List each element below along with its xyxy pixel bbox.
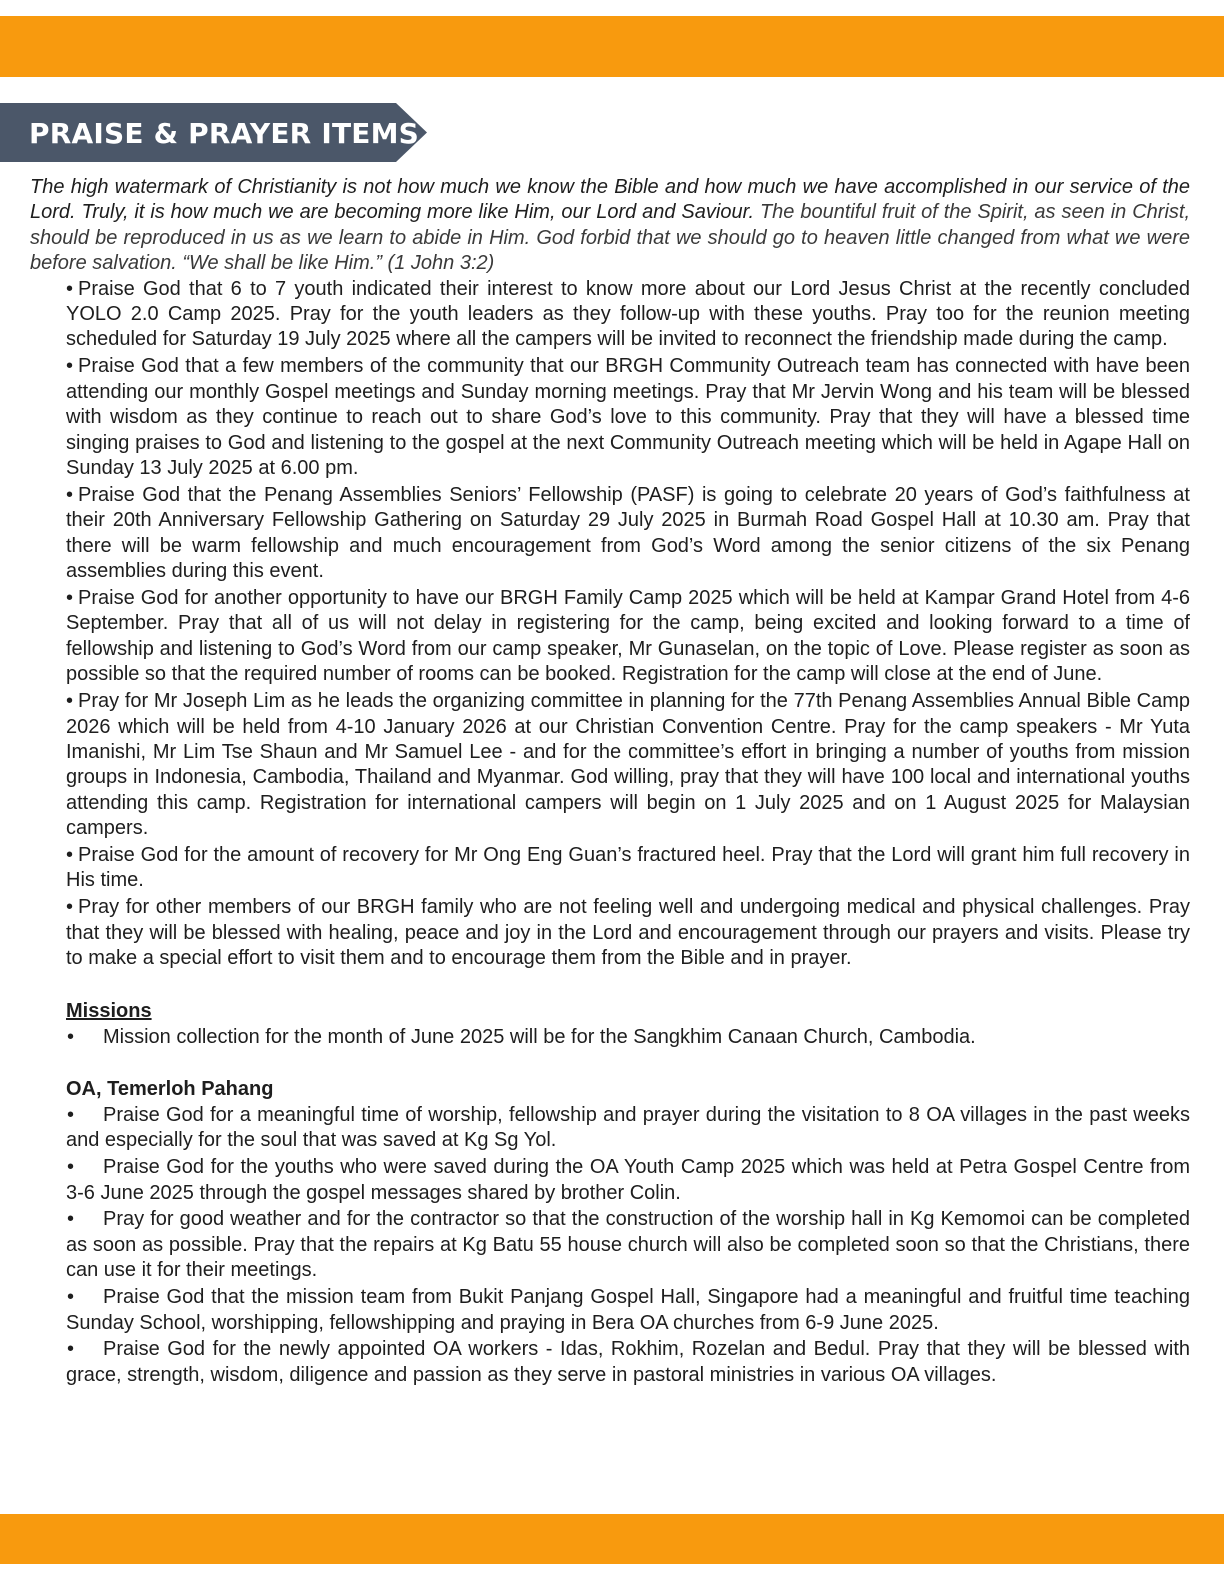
bullet-icon: • <box>67 1156 75 1179</box>
bullet-icon: • <box>66 277 74 300</box>
bullet-icon: • <box>67 1208 75 1231</box>
list-item: • Pray for other members of our BRGH family who are not feeling well and undergoing medical and physical challenges. Pray that they will be blessed with healing, peace and joy in the Lord and encouragement through our prayers and visits. Please try to make a special effort to visit them and to encourage them from the Bible and in prayer. <box>66 896 1190 970</box>
bullet-icon: • <box>66 844 74 867</box>
bullet-icon: • <box>67 1286 75 1309</box>
bullet-icon: • <box>66 896 74 919</box>
missions-list <box>30 1025 1190 1050</box>
top-orange-band <box>0 16 1224 77</box>
bullet-icon: • <box>67 1103 75 1126</box>
list-item: • Praise God for a meaningful time of worship, fellowship and prayer during the visitation to 8 OA villages in the past weeks and especially for the soul that was saved at Kg Sg Yol. <box>66 1103 1190 1152</box>
missions-heading: Missions <box>66 1000 152 1023</box>
bullet-icon: • <box>67 1025 75 1048</box>
page-title: PRAISE & PRAYER ITEMS <box>29 117 420 150</box>
list-item: • Praise God that a few members of the community that our BRGH Community Outreach team has connected with have been attending our monthly Gospel meetings and Sunday morning meetings. Pray that Mr Jervin Wong and his team will be blessed with wisdom as they continue to reach out to share God’s love to this community. Pray that they will have a blessed time singing praises to God and listening to the gospel at the next Community Outreach meeting which will be held in Agape Hall on Sunday 13 July 2025 at 6.00 pm. <box>66 355 1190 479</box>
bullet-icon: • <box>66 587 74 609</box>
bullet-icon: • <box>67 1338 75 1361</box>
intro-part-2: The bountiful fruit of the Spirit, as seen in Christ, should be reproduced in us as we learn to abide in Him. God forbid that we should go to heaven little changed from what we were before salvation. “We shall be like Him.” (1 John 3:2) <box>30 201 1190 275</box>
list-item: • Pray for good weather and for the contractor so that the construction of the worship hall in Kg Kemomoi can be completed as soon as possible. Pray that the repairs at Kg Batu 55 house church will also be completed soon so that the Christians, there can use it for their meetings. <box>66 1208 1190 1282</box>
bullet-icon: • <box>66 690 74 713</box>
bullet-icon: • <box>66 483 74 506</box>
list-item: • Praise God that the mission team from Bukit Panjang Gospel Hall, Singapore had a meaningful and fruitful time teaching Sunday School, worshipping, fellowshipping and praying in Bera OA churches from 6-9 June 2025. <box>66 1286 1190 1334</box>
bullet-icon: • <box>66 355 74 378</box>
list-item: • Praise God for another opportunity to have our BRGH Family Camp 2025 which will be held at Kampar Grand Hotel from 4-6 September. Pray that all of us will not delay in registering for the camp, being excited and looking forward to a time of fellowship and listening to God’s Word from our camp speaker, Mr Gunaselan, on the topic of Love. Please register as soon as possible so that the required number of rooms can be booked. Registration for the camp will close at the end of June. <box>66 587 1190 686</box>
intro-paragraph <box>30 175 1190 277</box>
list-item: • Praise God for the amount of recovery for Mr Ong Eng Guan’s fractured heel. Pray that the Lord will grant him full recovery in His time. <box>66 844 1190 892</box>
list-item: • Praise God for the youths who were saved during the OA Youth Camp 2025 which was held at Petra Gospel Centre from 3-6 June 2025 through the gospel messages shared by brother Colin. <box>66 1156 1190 1204</box>
list-item: • Mission collection for the month of June 2025 will be for the Sangkhim Canaan Church, Cambodia. <box>66 1025 1190 1050</box>
section-banner <box>0 103 430 162</box>
list-item: • Praise God that the Penang Assemblies Seniors’ Fellowship (PASF) is going to celebrate 20 years of God’s faithfulness at their 20th Anniversary Fellowship Gathering on Saturday 29 July 2025 in Burmah Road Gospel Hall at 10.30 am. Pray that there will be warm fellowship and much encouragement from God’s Word among the senior citizens of the six Penang assemblies during this event. <box>66 483 1190 583</box>
oa-list <box>30 1103 1190 1388</box>
list-item: • Praise God for the newly appointed OA workers - Idas, Rokhim, Rozelan and Bedul. Pray that they will be blessed with grace, strength, wisdom, diligence and passion as they serve in pastoral ministries in various OA villages. <box>66 1338 1190 1386</box>
prayer-items-list <box>30 277 1190 972</box>
bottom-orange-band <box>0 1514 1224 1564</box>
list-item: • Praise God that 6 to 7 youth indicated their interest to know more about our Lord Jesus Christ at the recently concluded YOLO 2.0 Camp 2025. Pray for the youth leaders as they follow-up with these youths. Pray too for the reunion meeting scheduled for Saturday 19 July 2025 where all the campers will be invited to reconnect the friendship made during the camp. <box>66 277 1190 351</box>
intro-part-1: The high watermark of Christianity is not how much we know the Bible and how much we have accomplished in our service of the Lord. Truly, it is how much we are becoming more like Him, our Lord and Saviour. <box>30 176 1190 224</box>
list-item: • Pray for Mr Joseph Lim as he leads the organizing committee in planning for the 77th Penang Assemblies Annual Bible Camp 2026 which will be held from 4-10 January 2026 at our Christian Convention Centre. Pray for the camp speakers - Mr Yuta Imanishi, Mr Lim Tse Shaun and Mr Samuel Lee - and for the committee’s effort in bringing a number of youths from mission groups in Indonesia, Cambodia, Thailand and Myanmar. God willing, pray that they will have 100 local and international youths attending this camp. Registration for international campers will begin on 1 July 2025 and on 1 August 2025 for Malaysian campers. <box>66 690 1190 840</box>
page-content <box>30 175 1190 1390</box>
oa-heading: OA, Temerloh Pahang <box>66 1078 274 1101</box>
